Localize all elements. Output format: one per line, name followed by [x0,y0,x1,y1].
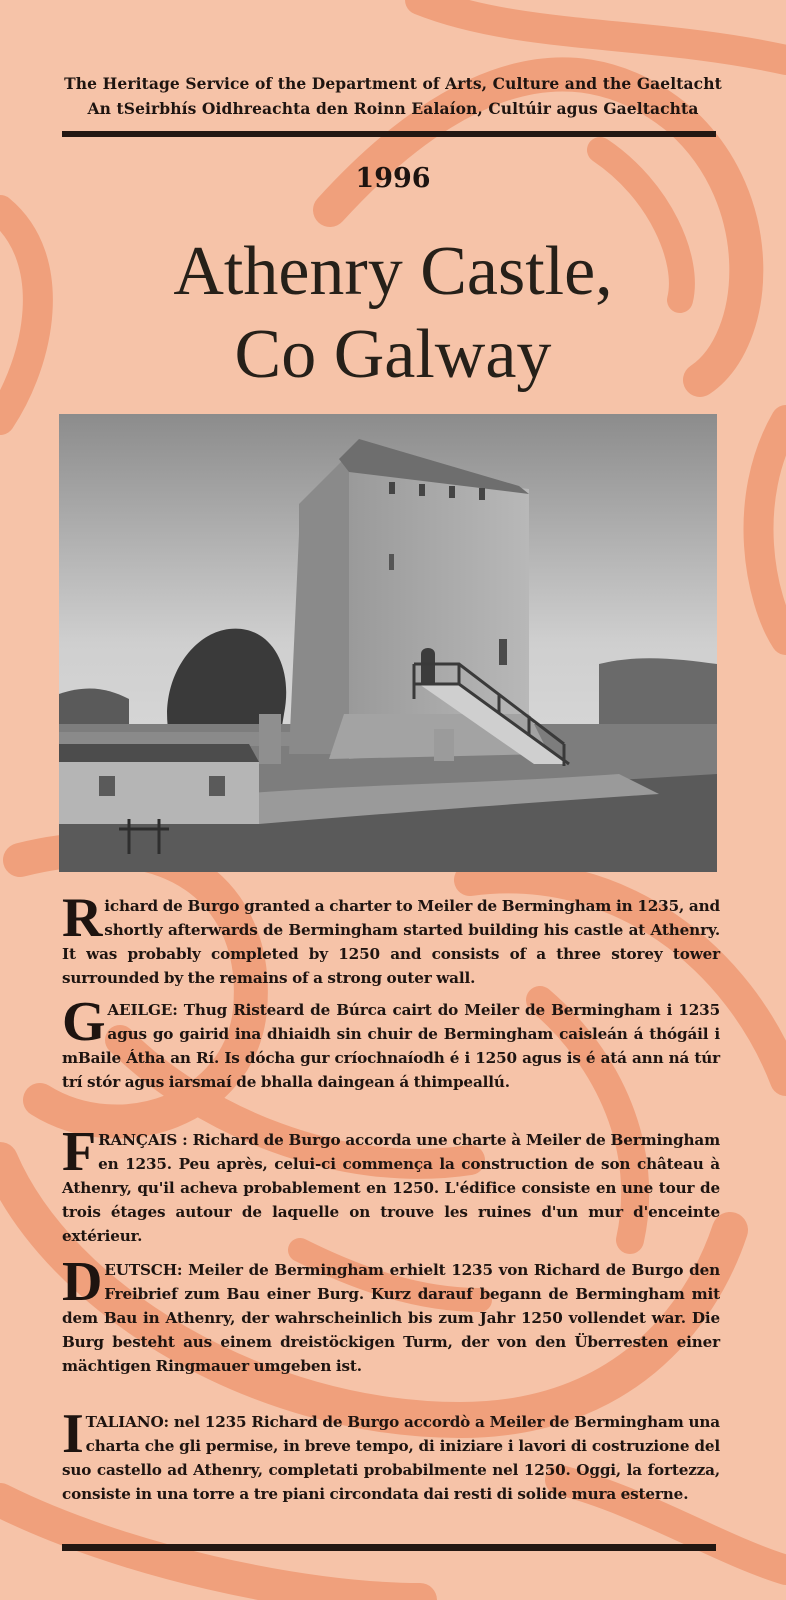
drop-cap: F [62,1121,97,1183]
page-title-line-1: Athenry Castle, [173,233,613,310]
paragraph-german [62,1251,720,1378]
paragraph-french [62,1121,720,1248]
drop-cap: D [62,1251,103,1313]
page-title-line-2: Co Galway [234,316,552,393]
paragraph-irish [62,991,720,1094]
paragraph-text: ichard de Burgo granted a charter to Meiler de Bermingham in 1235, and shortly afterwards de Bermingham started building his castle at Athenry. It was probably completed by 1250 and consists of a three storey tower surrounded by the remains of a strong outer wall. [62,897,720,987]
header-divider [62,131,716,137]
paragraph-text: AEILGE: Thug Risteard de Búrca cairt do Meiler de Bermingham i 1235 agus go gairid ina dhiaidh sin chuir de Bermingham caisleán á thógáil i mBaile Átha an Rí. Is dócha gur críochnaíodh é i 1250 agus is é atá ann ná túr trí stór agus iarsmaí de bhalla daingean á thimpeallú. [62,1001,720,1091]
paragraph-text: RANÇAIS : Richard de Burgo accorda une charte à Meiler de Bermingham en 1235. Peu après, celui-ci commença la construction de son château à Athenry, qu'il acheva probablement en 1250. L'édifice consiste en une tour de trois étages autour de laquelle on trouve les ruines d'un mur d'enceinte extérieur. [62,1131,720,1245]
department-name-irish: An tSeirbhís Oidhreachta den Roinn Ealaíon, Cultúir agus Gaeltachta [87,99,699,118]
drop-cap: G [62,991,106,1053]
paragraph-text: EUTSCH: Meiler de Bermingham erhielt 1235 von Richard de Burgo den Freibrief zum Bau einer Burg. Kurz darauf begann de Bermingham mit dem Bau in Athenry, der wahrscheinlich bis zum Jahr 1250 vollendet war. Die Burg besteht aus einem dreistöckigen Turm, der von den Überresten einer mächtigen Ringmauer umgeben ist. [62,1261,720,1375]
paragraph-text: TALIANO: nel 1235 Richard de Burgo accordò a Meiler de Bermingham una charta che gli permise, in breve tempo, di iniziare i lavori di costruzione del suo castello ad Athenry, completati probabilmente nel 1250. Oggi, la fortezza, consiste in una torre a tre piani circondata dai resti di solide mura esterne. [62,1413,720,1503]
paragraph-italian [62,1403,720,1506]
drop-cap: I [62,1403,84,1465]
publication-year: 1996 [355,163,431,194]
paragraph-english [62,887,720,990]
footer-divider [62,1544,716,1551]
drop-cap: R [62,887,103,949]
department-name-english: The Heritage Service of the Department of Arts, Culture and the Gaeltacht [64,74,722,93]
castle-photo [59,414,717,872]
